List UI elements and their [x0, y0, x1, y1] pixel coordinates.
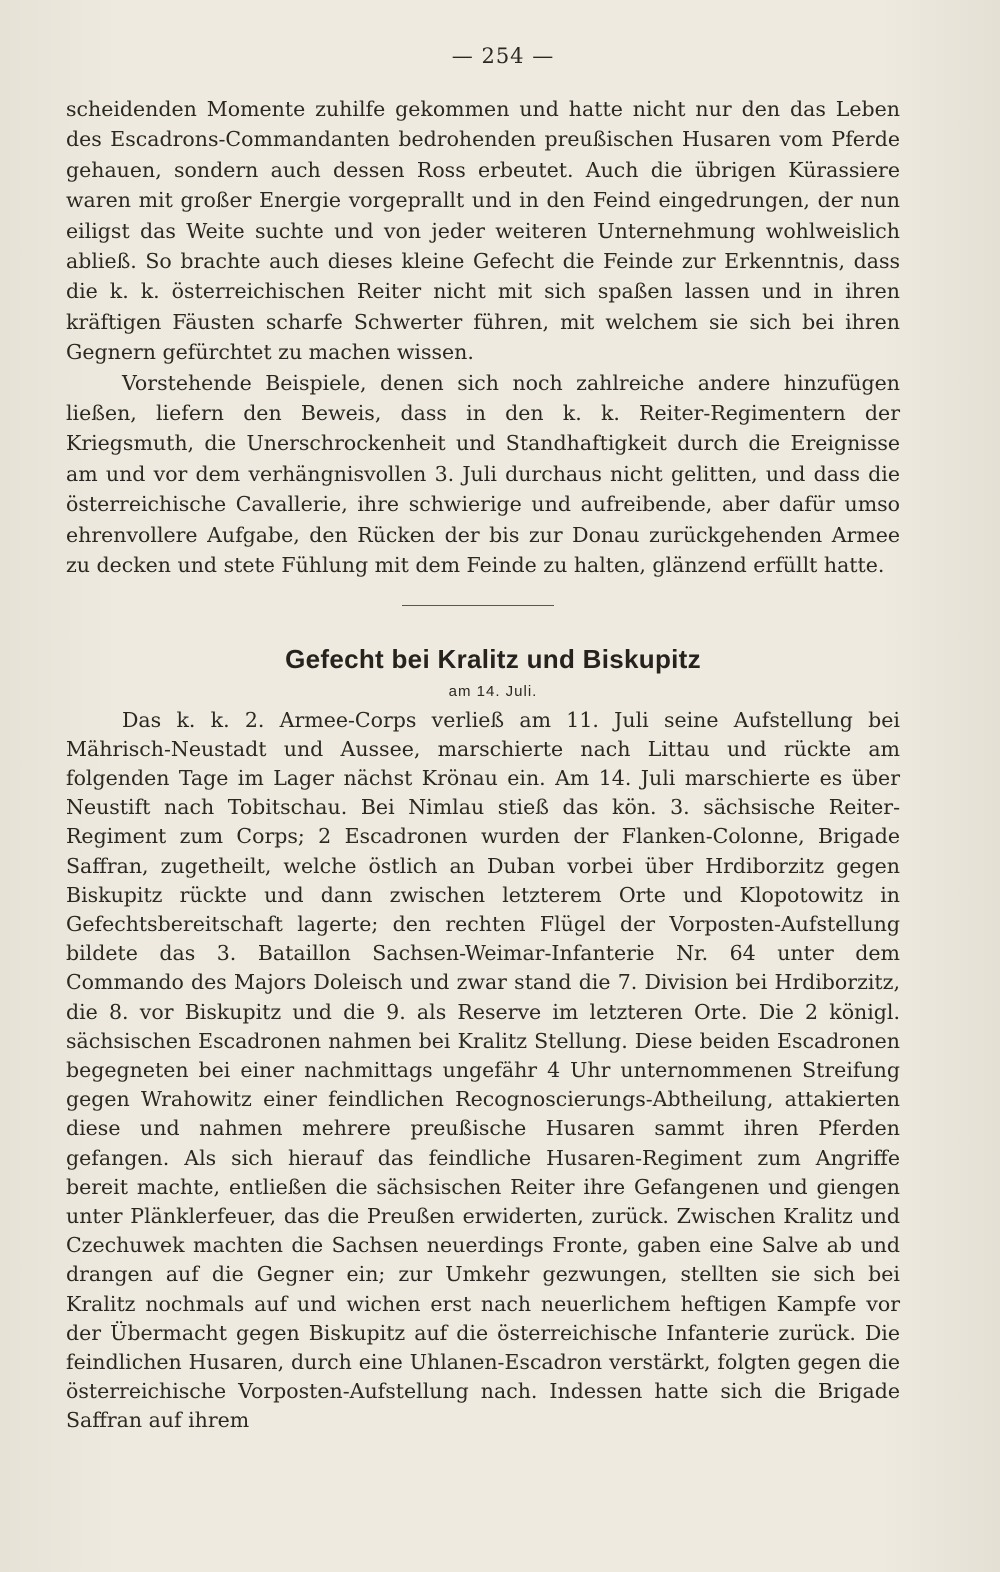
paragraph-summary: Vorstehende Beispiele, denen sich noch zahlreiche andere hinzufügen ließen, liefern den Beweis, dass in den k. k. Reiter-Regimentern der Kriegsmuth, die Unerschrockenheit und Standhaftigkeit durch die Ereignisse am und vor dem verhängnisvollen 3. Juli durchaus nicht gelitten, und dass die österreichische Cavallerie, ihre schwierige und aufreibende, aber dafür umso ehrenvollere Aufgabe, den Rücken der bis zur Donau zurückgehenden Armee zu decken und stete Fühlung mit dem Feinde zu halten, glänzend erfüllt hatte.: [66, 370, 900, 578]
section-body: Das k. k. 2. Armee-Corps verließ am 11. Juli seine Aufstellung bei Mährisch-Neustadt und Aussee, marschierte nach Littau und rückte am folgenden Tage im Lager nächst Krönau ein. Am 14. Juli marschierte es über Neustift nach Tobitschau. Bei Nimlau stieß das kön. 3. sächsische Reiter-Regiment zum Corps; 2 Escadronen wurden der Flanken-Colonne, Brigade Saffran, zugetheilt, welche östlich an Duban vorbei über Hrdiborzitz gegen Biskupitz rückte und dann zwischen letzterem Orte und Klopotowitz in Gefechtsbereitschaft lagerte; den rechten Flügel der Vorposten-Aufstellung bildete das 3. Bataillon Sachsen-Weimar-Infanterie Nr. 64 unter dem Commando des Majors Doleisch und zwar stand die 7. Division bei Hrdiborzitz, die 8. vor Biskupitz und die 9. als Reserve im letzteren Orte. Die 2 königl. sächsischen Escadronen nahmen bei Kralitz Stellung. Diese beiden Escadronen begegneten bei einer nachmittags ungefähr 4 Uhr unternommenen Streifung gegen Wrahowitz einer feindlichen Recognoscierungs-Abtheilung, attakierten diese und nahmen mehrere preußische Husaren sammt ihren Pferden gefangen. Als sich hierauf das feindliche Husaren-Regiment zum Angriffe bereit machte, entließen die sächsischen Reiter ihre Gefangenen und giengen unter Plänklerfeuer, das die Preußen erwiderten, zurück. Zwischen Kralitz und Czechuwek machten die Sachsen neuerdings Fronte, gaben eine Salve ab und drangen auf die Gegner ein; zur Umkehr gezwungen, stellten sie sich bei Kralitz nochmals auf und wichen erst nach neuerlichem heftigen Kampfe vor der Übermacht gegen Biskupitz auf die österreichische Infanterie zurück. Die feindlichen Husaren, durch eine Uhlanen-Escadron verstärkt, folgten gegen die österreichische Vorposten-Aufstellung nach. Indessen hatte sich die Brigade Saffran auf ihrem: [66, 707, 900, 1433]
section-subtitle: am 14. Juli.: [448, 682, 538, 700]
section-title: Gefecht bei Kralitz und Biskupitz: [285, 643, 701, 674]
section-divider: [402, 605, 554, 606]
paragraph-continuation: scheidenden Momente zuhilfe gekommen und hatte nicht nur den das Leben des Escadrons-Commandanten bedrohenden preußischen Husaren vom Pferde gehauen, sondern auch dessen Ross erbeutet. Auch die übrigen Kürassiere waren mit großer Energie vorgeprallt und in den Feind eingedrungen, der nun eiligst das Weite suchte und von jeder weiteren Unternehmung wohlweislich abließ. So brachte auch dieses kleine Gefecht die Feinde zur Erkenntnis, dass die k. k. österreichischen Reiter nicht mit sich spaßen lassen und in ihren kräftigen Fäusten scharfe Schwerter führen, mit welchem sie sich bei ihren Gegnern gefürchtet zu machen wissen.: [66, 97, 900, 365]
page-number: — 254 —: [451, 44, 555, 68]
